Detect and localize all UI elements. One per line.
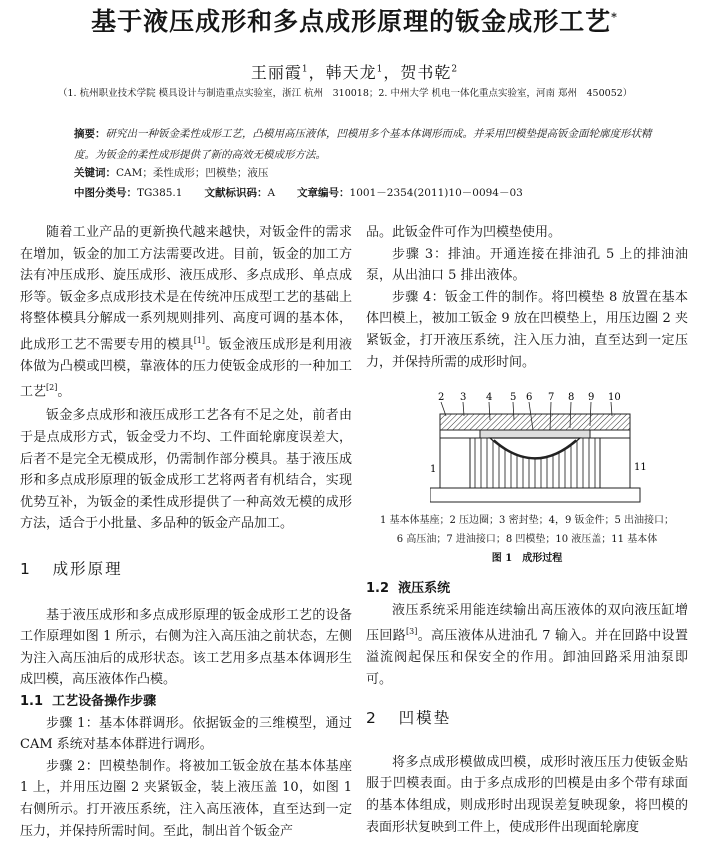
subsection-title: 液压系统 <box>398 581 451 596</box>
author-line <box>0 60 709 83</box>
affiliation-line: （1. 杭州职业技术学院 模具设计与制造重点实验室，浙江 杭州 310018；2. 中州大学 机电一体化重点实验室，河南 郑州 450052） <box>58 88 633 99</box>
author-affiliation-mark: 1 <box>376 64 384 75</box>
text-run: 液压系统采用能连续输出高压液体的双向液压缸增压回路 <box>366 602 688 644</box>
forming-process-diagram <box>430 390 650 508</box>
text-run: 随着工业产品的更新换代越来越快，对钣金件的需求在增加，钣金的加工方法需要改进。目前，钣金的加工方法有冲压成形、旋压成形、液压成形、多点成形、单点成形等。钣金多点成形技术是在传统冲压成型工艺的基础上将整体模具分解成一系列规则排列、高度可调的基本体，此成形工艺不需要专用的模具 <box>20 225 352 353</box>
figure-1-caption <box>366 511 688 568</box>
intro-paragraph-2: 钣金多点成形和液压成形工艺各有不足之处，前者由于是点成形方式，钣金受力不均、工件面轮廓度误差大，后者不是完全无模成形，仍需制作部分模具。基于液压成形和多点成形原理的钣金成形工艺将两者有机结合，实现优势互补，为钣金的柔性成形提供了一种高效无模的成形方法，适合于小批量、多品种的钣金产品加工。 <box>20 408 352 532</box>
author-separator: ， <box>383 63 401 82</box>
subsection-heading-1-1 <box>20 691 352 713</box>
section-number: 1 <box>20 559 32 578</box>
caption-legend-line: 6 高压油；7 进油接口；8 凹模垫；10 液压盖；11 基本体 <box>396 534 658 545</box>
fig-label: 11 <box>634 462 647 473</box>
right-column <box>366 222 688 373</box>
author-affiliation-mark: 1 <box>301 64 309 75</box>
section-heading-1 <box>20 559 352 581</box>
step-4-paragraph: 步骤 4：钣金工件的制作。将凹模垫 8 放置在基本体凹模上，被加工钣金 9 放在凹模垫上，用压边圈 2 夹紧钣金，打开液压系统，注入压力油，直至达到一定压力，并保持所需的成形时间。 <box>366 289 688 370</box>
fig-label: 3 <box>460 392 467 403</box>
die-pad-paragraph: 将多点成形模做成凹模，成形时液压压力使钣金贴服于凹模表面。由于多点成形的凹模是由多个带有球面的基本体组成，则成形时出现误差复映现象，将凹模的表面形状复映到工件上，使成形件出现面轮廓度 <box>366 754 688 835</box>
author-name: 韩天龙 <box>325 63 377 82</box>
left-column <box>20 222 352 842</box>
step-2-paragraph: 步骤 2：凹模垫制作。将被加工钣金放在基本体基座 1 上，并用压边圈 2 夹紧钣金，装上液压盖 10，如图 1 右侧所示。打开液压系统，注入高压液体，直至达到一定压力，并保持所需时间。至此，制出首个钣金产 <box>20 758 352 839</box>
citation-ref: [2] <box>46 383 58 393</box>
clc-label: 中图分类号： <box>74 187 137 199</box>
clc-value: TG385.1 <box>137 187 183 199</box>
paper-title <box>0 2 709 38</box>
keywords-text: CAM；柔性成形；凹模垫；液压 <box>116 167 269 179</box>
fig-label: 1 <box>430 464 437 475</box>
subsection-title: 工艺设备操作步骤 <box>52 693 157 709</box>
fig-label: 10 <box>608 392 621 403</box>
section-title: 凹模垫 <box>398 709 452 728</box>
step-1-paragraph: 步骤 1：基本体群调形。依据钣金的三维模型，通过 CAM 系统对基本体群进行调形。 <box>20 715 352 753</box>
classification-line <box>74 185 674 200</box>
author-name: 贺书乾 <box>400 63 452 82</box>
subsection-heading-1-2 <box>366 578 688 600</box>
subsection-number: 1.1 <box>20 693 44 709</box>
fig-label: 5 <box>510 392 517 403</box>
fig-label: 2 <box>438 392 445 403</box>
abstract-text: 研究出一种钣金柔性成形工艺，凸模用高压液体，凹模用多个基本体调形而成。并采用凹模垫提高钣金面轮廓度形状精度。为钣金的柔性成形提供了新的高效无模成形方法。 <box>74 128 652 161</box>
fig-label: 7 <box>548 392 555 403</box>
section-heading-2 <box>366 708 688 730</box>
right-column-lower <box>366 578 688 838</box>
article-number-value: 1001－2354(2011)10－0094－03 <box>349 187 523 199</box>
step-3-paragraph: 步骤 3：排油。开通连接在排油孔 5 上的排油油泵，从出油口 5 排出液体。 <box>366 246 688 284</box>
fig-label: 4 <box>486 392 493 403</box>
text-run: 。钣金液压成形是利用液体做为凸模或凹模，靠液体的压力使钣金成形的一种加工工艺 <box>20 337 352 400</box>
citation-ref: [3] <box>406 627 418 637</box>
keywords-label: 关键词： <box>74 167 116 179</box>
figure-1-schematic <box>430 390 650 508</box>
citation-ref: [1] <box>193 335 206 345</box>
text-run: 。高压液体从进油孔 7 输入。并在回路中设置溢流阀起保压和保安全的作用。卸油回路采用油泵即可。 <box>366 628 688 687</box>
title-footnote-mark: * <box>611 10 618 24</box>
doc-code-label: 文献标识码： <box>204 187 268 199</box>
article-number-label: 文章编号： <box>297 187 350 199</box>
section-title: 成形原理 <box>52 559 123 578</box>
author-name: 王丽霞 <box>250 63 302 82</box>
abstract-label: 摘要： <box>74 128 106 140</box>
section-number: 2 <box>366 709 378 728</box>
intro-paragraph-1 <box>20 222 352 403</box>
fig-label: 8 <box>568 392 575 403</box>
caption-legend-line: 1 基本体基座；2 压边圈；3 密封垫；4，9 钣金件；5 出油接口； <box>379 515 675 526</box>
principle-paragraph: 基于液压成形和多点成形原理的钣金成形工艺的设备工作原理如图 1 所示，右侧为注入高压油之前状态，左侧为注入高压油后的成形状态。该工艺用多点基本体调形生成凹模，高压液体作凸模。 <box>20 607 352 688</box>
paper-title-text: 基于液压成形和多点成形原理的钣金成形工艺 <box>91 7 612 36</box>
step-2-continuation: 品。此钣金件可作为凹模垫使用。 <box>366 225 562 240</box>
abstract <box>74 124 664 166</box>
subsection-number: 1.2 <box>366 581 390 596</box>
author-separator: ， <box>308 63 326 82</box>
text-run: 。 <box>57 384 71 400</box>
fig-label: 6 <box>526 392 533 403</box>
hydraulic-paragraph <box>366 600 688 691</box>
author-affiliation-mark: 2 <box>451 64 459 75</box>
caption-title: 图 1 成形过程 <box>491 553 563 564</box>
fig-label: 9 <box>588 392 595 403</box>
keywords <box>74 165 664 180</box>
doc-code-value: A <box>267 187 276 199</box>
